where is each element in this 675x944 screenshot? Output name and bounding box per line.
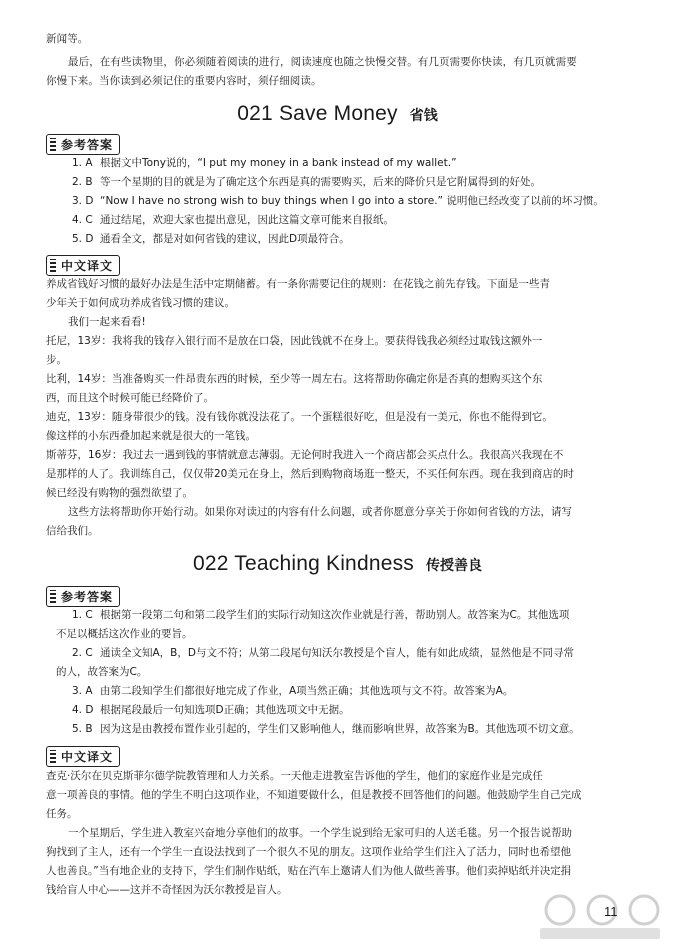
section-022-title	[0, 552, 675, 576]
answer-text: 通读全文知A，B，D与文不符；从第二段尾句知沃尔教授是个盲人，能有如此成绩，显然他是不同寻常	[100, 647, 574, 659]
answer-text: 因为这是由教授布置作业引起的，学生们又影响他人，继而影响世界，故答案为B。其他选项不切文意。	[100, 723, 580, 735]
answer-number: 2. B	[72, 176, 93, 188]
translation-line: 养成省钱好习惯的最好办法是生活中定期储蓄。有一条你需要记住的规则：在花钱之前先存钱。下面是一些青	[46, 278, 550, 290]
answer-number: 3. D	[72, 195, 94, 207]
answer-text: 通过结尾，欢迎大家也提出意见，因此这篇文章可能来自报纸。	[100, 214, 394, 226]
intro-line-2: 最后，在有些读物里，你必须随着阅读的进行，阅读速度也随之快慢交替。有几页需要你快读，有几页就需要	[68, 56, 577, 68]
answer-number: 4. C	[72, 214, 93, 226]
translation-line: 西，而且这个时候可能已经降价了。	[46, 392, 214, 404]
answer-continuation: 不足以概括这次作业的要旨。	[56, 628, 193, 640]
section-022-answers-label: 参考答案	[46, 586, 120, 607]
answer-text: 通看全文，都是对如何省钱的建议，因此D项最符合。	[100, 233, 350, 245]
section-021-title-cn: 省钱	[409, 108, 438, 124]
answer-number: 1. A	[72, 157, 93, 169]
answer-text: “Now I have no strong wish to buy things when I go into a store.” 说明他已经改变了以前的坏习惯。	[100, 195, 604, 207]
section-021-answers-label: 参考答案	[46, 134, 120, 155]
answer-text: 由第二段知学生们都很好地完成了作业，A项当然正确；其他选项与文不符。故答案为A。	[100, 685, 514, 697]
translation-line: 我们一起来看看!	[68, 316, 146, 328]
answer-row	[72, 606, 642, 625]
section-022-translation	[46, 767, 642, 900]
translation-line: 候已经没有购物的强烈欲望了。	[46, 487, 193, 499]
translation-line: 意一项善良的事情。他的学生不明白这项作业，不知道要做什么，但是教授不回答他们的问题。他鼓励学生自己完成	[46, 789, 582, 801]
answer-number: 1. C	[72, 609, 93, 621]
section-021-translation	[46, 275, 642, 541]
answer-number: 2. C	[72, 647, 93, 659]
watermark-logo	[520, 892, 670, 942]
section-022-translation-label: 中文译文	[46, 746, 120, 767]
translation-line: 少年关于如何成功养成省钱习惯的建议。	[46, 297, 235, 309]
section-021-title	[0, 102, 675, 126]
answer-text: 根据尾段最后一句知选项D正确；其他选项文中无据。	[100, 704, 350, 716]
translation-line: 钱给盲人中心——这并不奇怪因为沃尔教授是盲人。	[46, 884, 288, 896]
translation-line: 比利，14岁：当准备购买一件昂贵东西的时候，至少等一周左右。这将帮助你确定你是否真的想购买这个东	[46, 373, 543, 385]
translation-line: 迪克，13岁：随身带很少的钱。没有钱你就没法花了。一个蛋糕很好吃，但是没有一美元，你也不能得到它。	[46, 411, 553, 423]
answer-row	[72, 230, 642, 249]
translation-line: 步。	[46, 354, 67, 366]
section-022-title-cn: 传授善良	[425, 558, 482, 574]
answer-row	[72, 192, 642, 211]
answer-text: 根据文中Tony说的，“I put my money in a bank instead of my wallet.”	[100, 157, 457, 169]
translation-line: 这些方法将帮助你开始行动。如果你对读过的内容有什么问题，或者你愿意分享关于你如何省钱的方法，请写	[68, 506, 572, 518]
intro-line-1: 新闻等。	[46, 33, 89, 45]
section-021-answers	[72, 154, 642, 249]
translation-line: 查克·沃尔在贝克斯菲尔德学院教管理和人力关系。一天他走进教室告诉他的学生，他们的家庭作业是完成任	[46, 770, 543, 782]
answer-row	[72, 720, 642, 739]
answer-row	[72, 644, 642, 663]
section-022-title-en: 022 Teaching Kindness	[193, 552, 414, 575]
translation-line: 像这样的小东西叠加起来就是很大的一笔钱。	[46, 430, 256, 442]
section-021-title-en: 021 Save Money	[237, 102, 398, 125]
page-number: 11	[604, 904, 618, 919]
answer-row	[72, 682, 642, 701]
answer-number: 5. D	[72, 233, 94, 245]
answer-row	[72, 701, 642, 720]
answer-row	[72, 154, 642, 173]
answer-row	[72, 173, 642, 192]
translation-line: 斯蒂芬，16岁：我过去一遇到钱的事情就意志薄弱。无论何时我进入一个商店都会买点什么。我很高兴我现在不	[46, 449, 564, 461]
translation-line: 任务。	[46, 808, 78, 820]
translation-line: 一个星期后，学生进入教室兴奋地分享他们的故事。一个学生说到给无家可归的人送毛毯。另一个报告说帮助	[68, 827, 572, 839]
translation-line: 是那样的人了。我训练自己，仅仅带20美元在身上，然后到购物商场逛一整天，不买任何东西。现在我到商店的时	[46, 468, 574, 480]
translation-line: 托尼，13岁：我将我的钱存入银行而不是放在口袋，因此钱就不在身上。要获得钱我必须经过取钱这额外一	[46, 335, 543, 347]
translation-line: 狗找到了主人，还有一个学生一直设法找到了一个很久不见的朋友。这项作业给学生们注入了活力，同时也希望他	[46, 846, 571, 858]
translation-line: 人也善良。”当有地企业的支持下，学生们制作贴纸，贴在汽车上邀请人们为他人做些善事。他们卖掉贴纸并决定捐	[46, 865, 572, 877]
answer-text: 等一个星期的目的就是为了确定这个东西是真的需要购买，后来的降价只是它附属得到的好处。	[100, 176, 541, 188]
intro-line-3: 你慢下来。当你读到必须记住的重要内容时，须仔细阅读。	[46, 75, 322, 87]
answer-number: 3. A	[72, 685, 93, 697]
section-021-translation-label: 中文译文	[46, 255, 120, 276]
answer-text: 根据第一段第二句和第二段学生们的实际行动知这次作业就是行善，帮助别人。故答案为C。其他选项	[100, 609, 570, 621]
answer-continuation: 的人，故答案为C。	[56, 666, 148, 678]
answer-row	[72, 211, 642, 230]
answer-number: 4. D	[72, 704, 94, 716]
translation-line: 信给我们。	[46, 525, 99, 537]
section-022-answers	[56, 606, 642, 739]
answer-number: 5. B	[72, 723, 93, 735]
